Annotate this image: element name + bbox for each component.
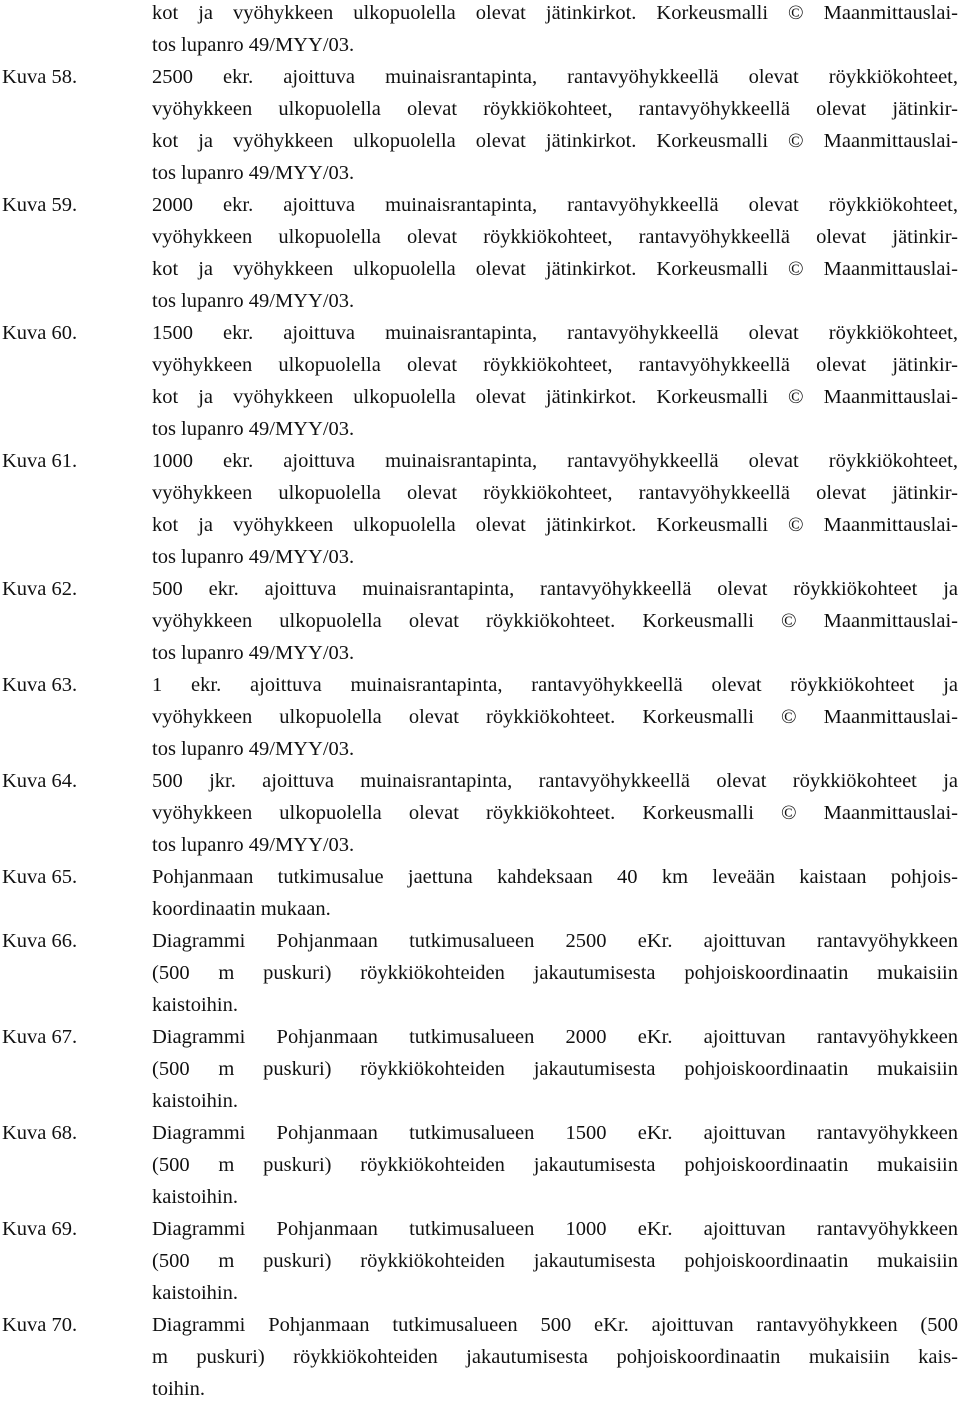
caption-line: kaistoihin. [152, 1282, 238, 1304]
caption-line: (500 m puskuri) röykkiökohteiden jakautumisesta pohjoiskoordinaatin mukaisiin [152, 1058, 958, 1080]
caption-line: m puskuri) röykkiökohteiden jakautumisesta pohjoiskoordinaatin mukaisiin kais- [152, 1346, 958, 1368]
caption-line: tos lupanro 49/MYY/03. [152, 738, 355, 760]
caption-line: kot ja vyöhykkeen ulkopuolella olevat jätinkirkot. Korkeusmalli © Maanmittauslai- [152, 386, 958, 408]
caption-line: vyöhykkeen ulkopuolella olevat röykkiökohteet, rantavyöhykkeellä olevat jätinkir- [152, 226, 958, 248]
caption-line: tos lupanro 49/MYY/03. [152, 834, 355, 856]
caption-line: toihin. [152, 1378, 205, 1400]
caption-line: kot ja vyöhykkeen ulkopuolella olevat jätinkirkot. Korkeusmalli © Maanmittauslai- [152, 258, 958, 280]
caption-line: Diagrammi Pohjanmaan tutkimusalueen 1500 eKr. ajoittuvan rantavyöhykkeen [152, 1122, 958, 1144]
caption-line: (500 m puskuri) röykkiökohteiden jakautumisesta pohjoiskoordinaatin mukaisiin [152, 1154, 958, 1176]
caption-line: Pohjanmaan tutkimusalue jaettuna kahdeksaan 40 km leveään kaistaan pohjois- [152, 866, 958, 888]
caption-line: Diagrammi Pohjanmaan tutkimusalueen 500 eKr. ajoittuvan rantavyöhykkeen (500 [152, 1314, 958, 1336]
caption-line: vyöhykkeen ulkopuolella olevat röykkiökohteet. Korkeusmalli © Maanmittauslai- [152, 802, 958, 824]
caption-line: vyöhykkeen ulkopuolella olevat röykkiökohteet. Korkeusmalli © Maanmittauslai- [152, 610, 958, 632]
figure-label: Kuva 62. [2, 578, 78, 600]
caption-line: kaistoihin. [152, 1186, 238, 1208]
caption-line: Diagrammi Pohjanmaan tutkimusalueen 1000 eKr. ajoittuvan rantavyöhykkeen [152, 1218, 958, 1240]
caption-line: Diagrammi Pohjanmaan tutkimusalueen 2000 eKr. ajoittuvan rantavyöhykkeen [152, 1026, 958, 1048]
caption-line: kot ja vyöhykkeen ulkopuolella olevat jätinkirkot. Korkeusmalli © Maanmittauslai- [152, 514, 958, 536]
caption-line: tos lupanro 49/MYY/03. [152, 642, 355, 664]
caption-line: tos lupanro 49/MYY/03. [152, 34, 355, 56]
caption-line: 500 jkr. ajoittuva muinaisrantapinta, rantavyöhykkeellä olevat röykkiökohteet ja [152, 770, 958, 792]
caption-line: 1000 ekr. ajoittuva muinaisrantapinta, rantavyöhykkeellä olevat röykkiökohteet, [152, 450, 958, 472]
caption-line: 2000 ekr. ajoittuva muinaisrantapinta, rantavyöhykkeellä olevat röykkiökohteet, [152, 194, 958, 216]
figure-label: Kuva 70. [2, 1314, 78, 1336]
figure-label: Kuva 66. [2, 930, 78, 952]
caption-line: vyöhykkeen ulkopuolella olevat röykkiökohteet, rantavyöhykkeellä olevat jätinkir- [152, 98, 958, 120]
figure-label: Kuva 60. [2, 322, 78, 344]
caption-line: tos lupanro 49/MYY/03. [152, 162, 355, 184]
caption-line: kot ja vyöhykkeen ulkopuolella olevat jätinkirkot. Korkeusmalli © Maanmittauslai- [152, 130, 958, 152]
caption-line: vyöhykkeen ulkopuolella olevat röykkiökohteet, rantavyöhykkeellä olevat jätinkir- [152, 354, 958, 376]
caption-line: 1500 ekr. ajoittuva muinaisrantapinta, rantavyöhykkeellä olevat röykkiökohteet, [152, 322, 958, 344]
caption-line: kaistoihin. [152, 1090, 238, 1112]
caption-line: kaistoihin. [152, 994, 238, 1016]
caption-line: kot ja vyöhykkeen ulkopuolella olevat jätinkirkot. Korkeusmalli © Maanmittauslai- [152, 2, 958, 24]
figure-label: Kuva 69. [2, 1218, 78, 1240]
caption-line: 1 ekr. ajoittuva muinaisrantapinta, rantavyöhykkeellä olevat röykkiökohteet ja [152, 674, 958, 696]
caption-line: 500 ekr. ajoittuva muinaisrantapinta, rantavyöhykkeellä olevat röykkiökohteet ja [152, 578, 958, 600]
figure-label: Kuva 63. [2, 674, 78, 696]
caption-line: koordinaatin mukaan. [152, 898, 331, 920]
caption-line: Diagrammi Pohjanmaan tutkimusalueen 2500 eKr. ajoittuvan rantavyöhykkeen [152, 930, 958, 952]
caption-line: vyöhykkeen ulkopuolella olevat röykkiökohteet. Korkeusmalli © Maanmittauslai- [152, 706, 958, 728]
figure-label: Kuva 65. [2, 866, 78, 888]
caption-line: (500 m puskuri) röykkiökohteiden jakautumisesta pohjoiskoordinaatin mukaisiin [152, 962, 958, 984]
figure-label: Kuva 64. [2, 770, 78, 792]
figure-label: Kuva 67. [2, 1026, 78, 1048]
caption-line: tos lupanro 49/MYY/03. [152, 290, 355, 312]
figure-label: Kuva 68. [2, 1122, 78, 1144]
figure-label: Kuva 59. [2, 194, 78, 216]
figure-label: Kuva 61. [2, 450, 78, 472]
caption-line: (500 m puskuri) röykkiökohteiden jakautumisesta pohjoiskoordinaatin mukaisiin [152, 1250, 958, 1272]
caption-line: 2500 ekr. ajoittuva muinaisrantapinta, rantavyöhykkeellä olevat röykkiökohteet, [152, 66, 958, 88]
figure-label: Kuva 58. [2, 66, 78, 88]
caption-line: vyöhykkeen ulkopuolella olevat röykkiökohteet, rantavyöhykkeellä olevat jätinkir- [152, 482, 958, 504]
caption-line: tos lupanro 49/MYY/03. [152, 546, 355, 568]
caption-line: tos lupanro 49/MYY/03. [152, 418, 355, 440]
